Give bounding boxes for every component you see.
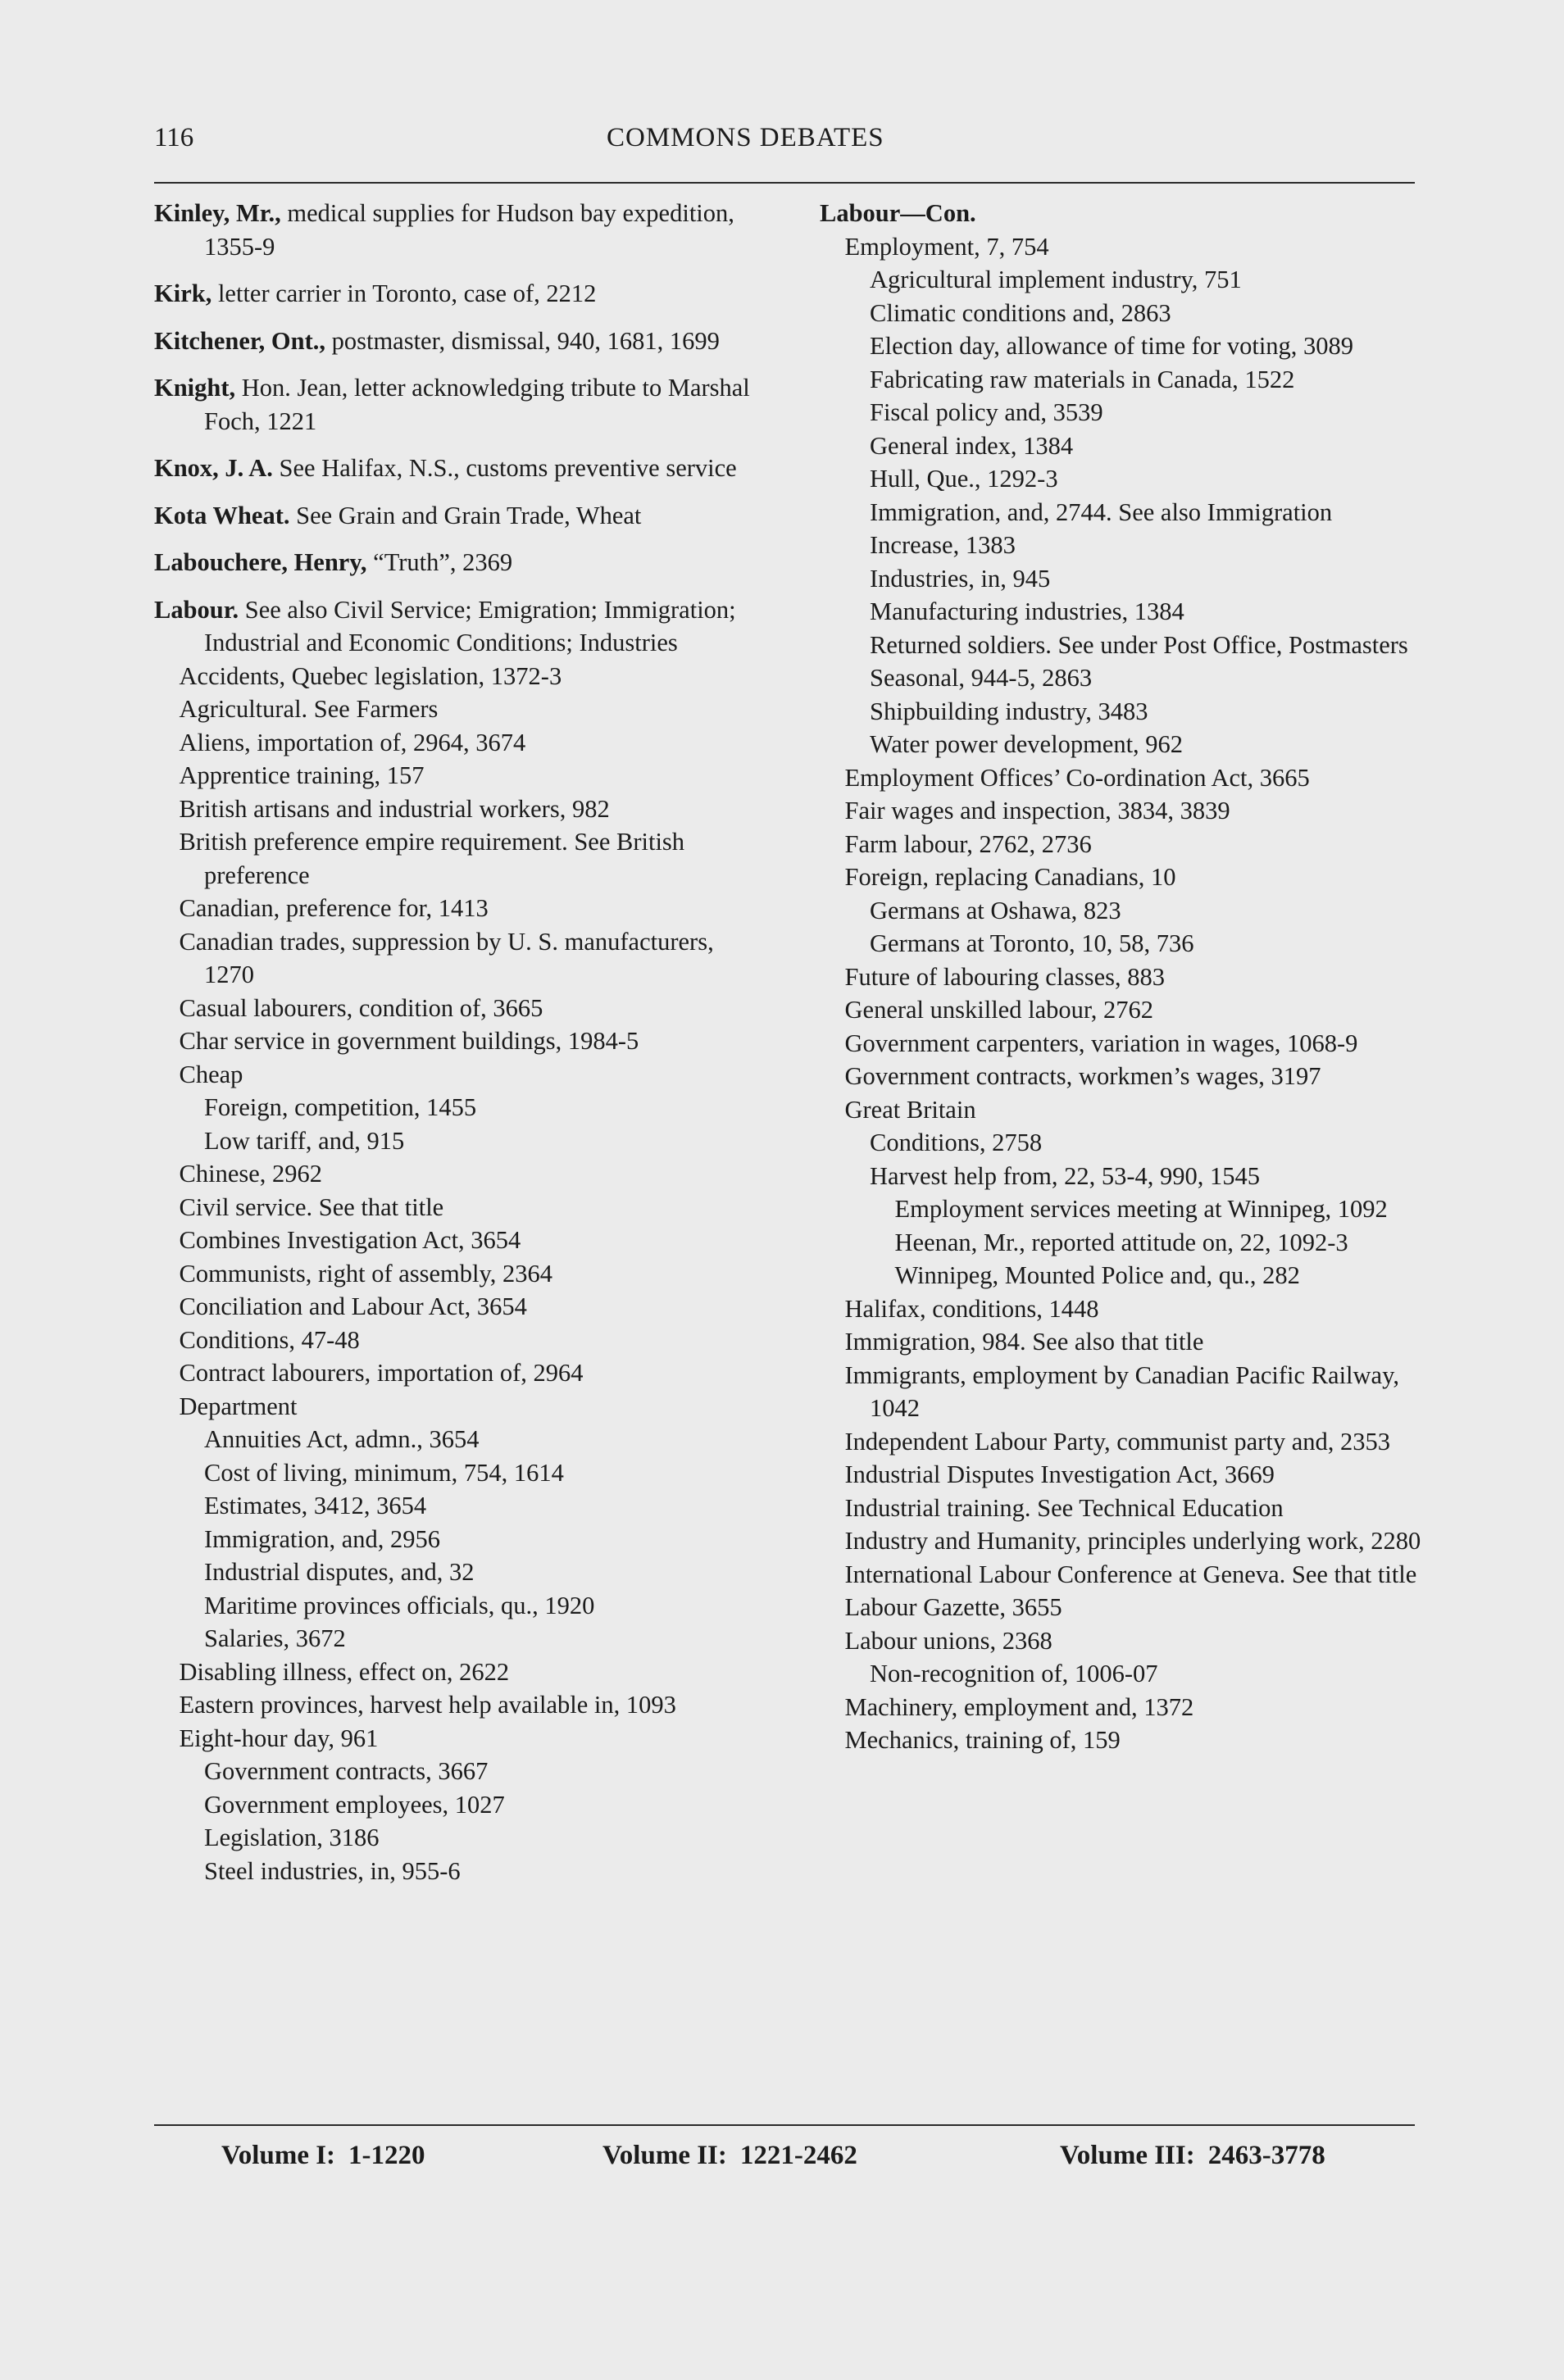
index-entry-text: Halifax, conditions, 1448 xyxy=(844,1294,1099,1323)
index-entry-text: Increase, 1383 xyxy=(870,531,1016,559)
index-subentry xyxy=(820,1126,1428,1160)
index-entry-text: Cheap xyxy=(179,1060,243,1088)
footer-volume-1 xyxy=(221,2141,439,2171)
index-subentry xyxy=(820,329,1428,363)
index-subentry xyxy=(820,230,1428,264)
index-subentry xyxy=(154,1589,762,1623)
index-entry-text: Independent Labour Party, communist party and, 2353 xyxy=(844,1427,1390,1456)
index-subentry xyxy=(154,793,762,826)
index-entry-text: Agricultural. See Farmers xyxy=(179,695,439,723)
index-subentry xyxy=(154,1191,762,1224)
index-entry-text: Immigrants, employment by Canadian Pacific Railway, 1042 xyxy=(844,1360,1399,1422)
index-subentry xyxy=(820,794,1428,828)
index-subentry xyxy=(154,1124,762,1158)
index-heading-term: Labouchere, Henry, xyxy=(154,548,367,576)
index-entry-text: Seasonal, 944-5, 2863 xyxy=(870,664,1093,692)
index-heading-term: Labour—Con. xyxy=(820,199,976,227)
index-entry-text: See Grain and Grain Trade, Wheat xyxy=(289,501,642,529)
index-subentry xyxy=(820,861,1428,894)
index-subentry xyxy=(820,1359,1428,1425)
index-subentry xyxy=(820,1724,1428,1757)
index-entry-text: British preference empire requirement. See British preference xyxy=(179,828,685,889)
index-entry-text: Conditions, 2758 xyxy=(870,1129,1043,1156)
footer-volume-3 xyxy=(1060,2141,1339,2171)
index-subentry xyxy=(154,1755,762,1788)
index-subentry xyxy=(820,1657,1428,1691)
index-subentry xyxy=(154,1157,762,1191)
index-subentry xyxy=(154,1423,762,1456)
index-subentry xyxy=(154,1622,762,1656)
index-subentry xyxy=(154,726,762,760)
index-subentry xyxy=(820,629,1428,662)
index-entry-text: Climatic conditions and, 2863 xyxy=(870,298,1171,327)
index-heading-term: Knox, J. A. xyxy=(154,454,273,482)
index-entry-text: Election day, allowance of time for voting, 3089 xyxy=(870,332,1354,360)
index-subentry xyxy=(820,1458,1428,1492)
index-entry-text: Maritime provinces officials, qu., 1920 xyxy=(204,1591,595,1619)
index-entry-text: Accidents, Quebec legislation, 1372-3 xyxy=(179,661,562,690)
index-subentry xyxy=(820,1160,1428,1193)
index-subentry xyxy=(820,993,1428,1027)
index-subentry xyxy=(154,892,762,925)
footer-volume-2-label: Volume II: xyxy=(602,2141,727,2170)
index-entry-text: Canadian, preference for, 1413 xyxy=(179,894,489,922)
index-entry-text: Legislation, 3186 xyxy=(204,1824,380,1851)
index-subentry xyxy=(820,1524,1428,1558)
index-entry-text: Conditions, 47-48 xyxy=(179,1325,360,1354)
footer-volume-1-label: Volume I: xyxy=(221,2141,336,2170)
index-entry-text: Eastern provinces, harvest help available in, 1093 xyxy=(179,1691,676,1719)
index-entry-text: Fabricating raw materials in Canada, 1522 xyxy=(870,365,1295,393)
index-entry-text: Great Britain xyxy=(844,1095,976,1124)
index-subentry xyxy=(154,825,762,892)
footer-volume-2-range: 1221-2462 xyxy=(739,2141,857,2170)
index-subentry xyxy=(820,1292,1428,1326)
index-subentry xyxy=(154,1722,762,1755)
index-entry-text: Heenan, Mr., reported attitude on, 22, 1092-3 xyxy=(894,1228,1348,1256)
index-entry-text: Civil service. See that title xyxy=(179,1192,444,1221)
index-entry-text: Government contracts, 3667 xyxy=(204,1757,489,1785)
index-subentry xyxy=(154,1821,762,1855)
index-entry-text: Future of labouring classes, 883 xyxy=(844,962,1165,991)
index-entry-text: Labour unions, 2368 xyxy=(844,1626,1053,1655)
index-subentry xyxy=(820,828,1428,861)
index-subentry xyxy=(820,1226,1428,1260)
index-entry-text: Employment services meeting at Winnipeg, 1092 xyxy=(894,1195,1388,1223)
index-subentry xyxy=(820,1060,1428,1093)
index-entry-text: Government contracts, workmen’s wages, 3197 xyxy=(844,1062,1321,1090)
index-subentry xyxy=(820,562,1428,596)
index-subentry xyxy=(154,1257,762,1291)
index-entry-text: Harvest help from, 22, 53-4, 990, 1545 xyxy=(870,1161,1261,1190)
index-entry-text: Casual labourers, condition of, 3665 xyxy=(179,993,543,1022)
index-entry-text: Immigration, and, 2744. See also Immigration xyxy=(870,497,1333,526)
index-heading-term: Kirk, xyxy=(154,279,212,307)
index-entry-text: Conciliation and Labour Act, 3654 xyxy=(179,1292,527,1320)
index-entry-text: Government employees, 1027 xyxy=(204,1790,505,1819)
index-subentry xyxy=(820,1093,1428,1127)
index-entry-text: Eight-hour day, 961 xyxy=(179,1724,379,1752)
index-entry-text: Shipbuilding industry, 3483 xyxy=(870,697,1148,725)
index-entry-text: Cost of living, minimum, 754, 1614 xyxy=(204,1458,564,1487)
index-entry-text: Estimates, 3412, 3654 xyxy=(204,1492,427,1519)
index-entry-text: “Truth”, 2369 xyxy=(366,548,513,576)
index-subentry xyxy=(820,595,1428,629)
index-subentry xyxy=(820,1027,1428,1061)
index-heading-entry xyxy=(820,197,1428,230)
index-heading-term: Kinley, Mr., xyxy=(154,199,281,227)
index-entry-text: Salaries, 3672 xyxy=(204,1624,346,1652)
index-heading-entry xyxy=(154,452,762,485)
index-heading-entry xyxy=(154,277,762,311)
index-subentry xyxy=(820,761,1428,795)
index-subentry xyxy=(154,1688,762,1722)
index-subentry xyxy=(154,1656,762,1689)
index-subentry xyxy=(154,1390,762,1424)
index-subentry xyxy=(154,1556,762,1589)
index-subentry xyxy=(820,1691,1428,1724)
index-subentry xyxy=(820,728,1428,761)
index-subentry xyxy=(154,660,762,693)
index-entry-text: Contract labourers, importation of, 2964 xyxy=(179,1359,584,1387)
index-subentry xyxy=(154,925,762,992)
index-entry-text: British artisans and industrial workers, 982 xyxy=(179,794,610,823)
left-column xyxy=(154,197,762,1887)
index-entry-text: International Labour Conference at Geneva. See that title xyxy=(844,1560,1417,1588)
index-entry-text: Immigration, and, 2956 xyxy=(204,1524,441,1553)
index-entry-text: See Halifax, N.S., customs preventive service xyxy=(272,454,737,482)
index-entry-text: Apprentice training, 157 xyxy=(179,761,425,789)
index-entry-text: Foreign, replacing Canadians, 10 xyxy=(844,863,1176,891)
index-entry-text: Hon. Jean, letter acknowledging tribute to Marshal Foch, 1221 xyxy=(204,374,750,435)
index-subentry xyxy=(820,1425,1428,1459)
index-entry-text: Fair wages and inspection, 3834, 3839 xyxy=(844,797,1230,824)
index-subentry xyxy=(820,1259,1428,1292)
index-subentry xyxy=(820,894,1428,928)
index-entry-text: General index, 1384 xyxy=(870,431,1074,460)
index-entry-text: Employment Offices’ Co-ordination Act, 3665 xyxy=(844,763,1310,792)
index-entry-text: Foreign, competition, 1455 xyxy=(204,1093,477,1121)
header-rule xyxy=(154,182,1415,184)
index-entry-text: Annuities Act, admn., 3654 xyxy=(204,1425,480,1453)
index-heading-term: Labour. xyxy=(154,595,239,624)
index-entry-text: Department xyxy=(179,1392,298,1420)
index-entry-text: Machinery, employment and, 1372 xyxy=(844,1692,1194,1721)
footer-volume-2 xyxy=(602,2141,871,2171)
index-subentry xyxy=(820,1192,1428,1226)
index-heading-entry xyxy=(154,546,762,579)
index-subentry xyxy=(154,992,762,1025)
index-entry-text: Fiscal policy and, 3539 xyxy=(870,398,1103,426)
index-entry-text: Mechanics, training of, 159 xyxy=(844,1726,1121,1754)
index-entry-text: letter carrier in Toronto, case of, 2212 xyxy=(211,279,597,307)
index-entry-text: medical supplies for Hudson bay expedition, 1355-9 xyxy=(204,199,734,261)
footer-rule xyxy=(154,2124,1415,2126)
index-entry-text: Employment, 7, 754 xyxy=(844,232,1049,261)
index-entry-text: Non-recognition of, 1006-07 xyxy=(870,1660,1158,1687)
index-subentry xyxy=(820,1624,1428,1658)
index-heading-entry xyxy=(154,593,762,660)
index-subentry xyxy=(820,462,1428,496)
index-subentry xyxy=(154,759,762,793)
running-head: COMMONS DEBATES xyxy=(607,123,884,152)
index-entry-text: Immigration, 984. See also that title xyxy=(844,1328,1204,1356)
index-entry-text: Agricultural implement industry, 751 xyxy=(870,266,1242,293)
index-subentry xyxy=(154,1855,762,1888)
index-entry-text: Germans at Oshawa, 823 xyxy=(870,896,1121,924)
index-entry-text: General unskilled labour, 2762 xyxy=(844,996,1154,1024)
footer-volume-1-range: 1-1220 xyxy=(348,2141,425,2170)
index-entry-text: Manufacturing industries, 1384 xyxy=(870,597,1184,625)
index-entry-text: Low tariff, and, 915 xyxy=(204,1126,405,1155)
index-subentry xyxy=(154,1024,762,1058)
index-entry-text: Winnipeg, Mounted Police and, qu., 282 xyxy=(894,1261,1300,1289)
footer-volume-3-range: 2463-3778 xyxy=(1207,2141,1325,2170)
index-subentry xyxy=(154,1788,762,1822)
index-subentry xyxy=(154,1456,762,1490)
index-subentry xyxy=(820,927,1428,961)
index-subentry xyxy=(154,1523,762,1556)
index-entry-text: Steel industries, in, 955-6 xyxy=(204,1856,461,1885)
index-heading-term: Kitchener, Ont., xyxy=(154,326,325,355)
index-entry-text: Canadian trades, suppression by U. S. manufacturers, 1270 xyxy=(179,927,714,988)
index-subentry xyxy=(154,1058,762,1092)
index-entry-text: Labour Gazette, 3655 xyxy=(844,1593,1062,1621)
index-subentry xyxy=(820,529,1428,562)
index-subentry xyxy=(154,693,762,726)
index-heading-term: Kota Wheat. xyxy=(154,501,290,529)
index-subentry xyxy=(154,1224,762,1257)
index-subentry xyxy=(820,429,1428,463)
page-number: 116 xyxy=(154,123,194,152)
index-subentry xyxy=(820,1591,1428,1624)
index-entry-text: Disabling illness, effect on, 2622 xyxy=(179,1657,510,1686)
index-subentry xyxy=(820,1558,1428,1592)
index-entry-text: Char service in government buildings, 1984-5 xyxy=(179,1027,639,1055)
index-subentry xyxy=(154,1290,762,1324)
index-heading-entry xyxy=(154,499,762,533)
index-entry-text: Industries, in, 945 xyxy=(870,564,1051,593)
index-subentry xyxy=(820,661,1428,695)
index-heading-term: Knight, xyxy=(154,374,236,402)
index-subentry xyxy=(820,1325,1428,1359)
index-subentry xyxy=(154,1091,762,1124)
index-entry-text: Water power development, 962 xyxy=(870,730,1184,758)
index-subentry xyxy=(820,396,1428,429)
index-subentry xyxy=(154,1489,762,1523)
index-heading-entry xyxy=(154,371,762,438)
index-entry-text: See also Civil Service; Emigration; Immigration; Industrial and Economic Conditions; Industries xyxy=(204,595,736,656)
index-entry-text: Industry and Humanity, principles underlying work, 2280 xyxy=(844,1527,1421,1555)
index-subentry xyxy=(820,496,1428,529)
right-column xyxy=(820,197,1428,1757)
index-entry-text: Returned soldiers. See under Post Office, Postmasters xyxy=(870,630,1408,659)
index-entry-text: Industrial training. See Technical Education xyxy=(844,1493,1284,1522)
index-entry-text: Communists, right of assembly, 2364 xyxy=(179,1259,553,1288)
footer-volume-3-label: Volume III: xyxy=(1060,2141,1195,2170)
index-entry-text: Chinese, 2962 xyxy=(179,1160,323,1188)
index-subentry xyxy=(820,961,1428,994)
index-entry-text: Combines Investigation Act, 3654 xyxy=(179,1226,521,1254)
index-entry-text: Farm labour, 2762, 2736 xyxy=(844,829,1092,858)
index-subentry xyxy=(820,1492,1428,1525)
index-entry-text: postmaster, dismissal, 940, 1681, 1699 xyxy=(325,326,720,355)
index-entry-text: Aliens, importation of, 2964, 3674 xyxy=(179,728,526,756)
index-subentry xyxy=(154,1324,762,1357)
index-subentry xyxy=(154,1356,762,1390)
index-entry-text: Germans at Toronto, 10, 58, 736 xyxy=(870,929,1194,957)
index-heading-entry xyxy=(154,197,762,263)
index-subentry xyxy=(820,363,1428,397)
index-subentry xyxy=(820,695,1428,729)
index-entry-text: Industrial Disputes Investigation Act, 3669 xyxy=(844,1460,1275,1488)
index-subentry xyxy=(820,297,1428,330)
index-subentry xyxy=(820,263,1428,297)
index-entry-text: Industrial disputes, and, 32 xyxy=(204,1558,475,1586)
index-heading-entry xyxy=(154,325,762,358)
index-entry-text: Hull, Que., 1292-3 xyxy=(870,465,1058,493)
index-entry-text: Government carpenters, variation in wages, 1068-9 xyxy=(844,1029,1358,1057)
